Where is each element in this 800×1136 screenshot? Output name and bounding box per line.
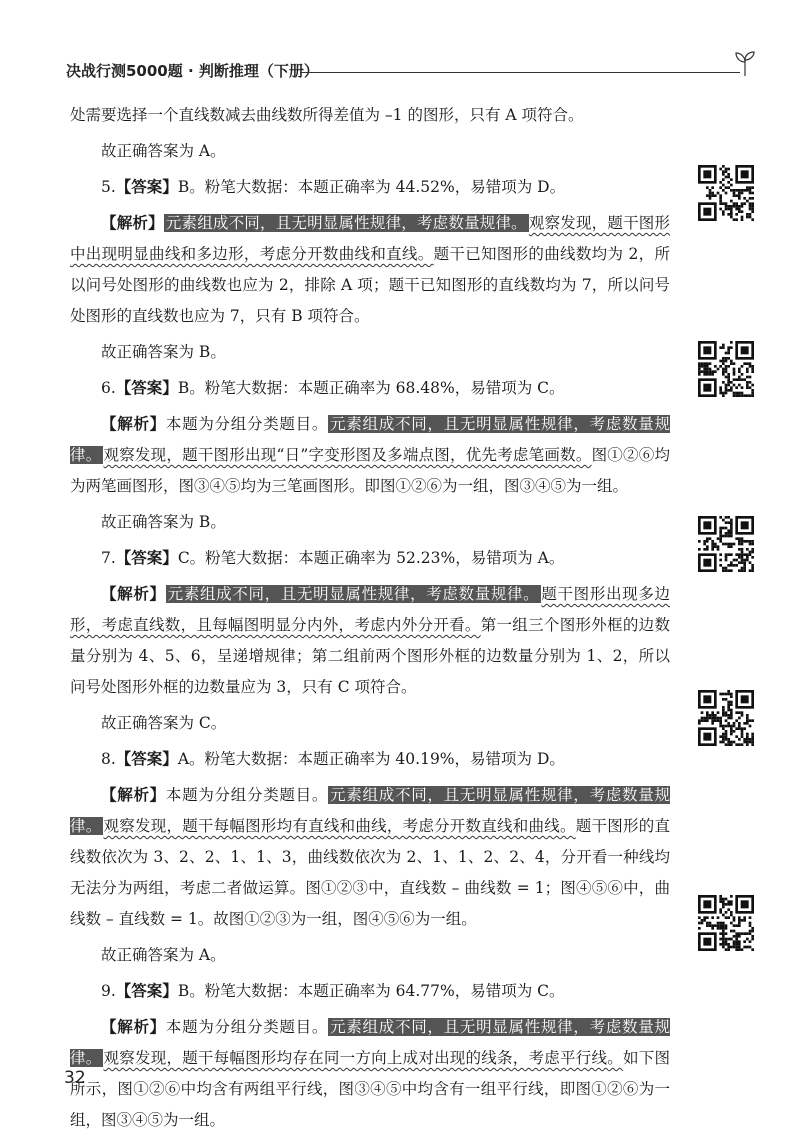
q7-rest: 第一组三个图形外框的边数量分别为 4、5、6，呈递增规律；第二组前两个图形外框的边数量分别为 1、2，所以问号处图形外框的边数量应为 3，只有 C 项符合。	[70, 616, 670, 696]
q5-analysis-tag: 【解析】	[101, 214, 164, 232]
intro-line: 处需要选择一个直线数减去曲线数所得差值为 –1 的图形，只有 A 项符合。	[70, 106, 584, 124]
q8-highlight: 元素组成不同，且无明显属性规律，考虑数量规律。	[70, 786, 670, 835]
q5-wavy: 观察发现，题干图形中出现明显曲线和多边形，考虑分开数曲线和直线。	[70, 214, 670, 263]
q6-pre: 本题为分组分类题目。	[165, 415, 329, 433]
q8-answer	[70, 744, 670, 775]
q6-highlight: 元素组成不同，且无明显属性规律，考虑数量规律。	[70, 415, 670, 464]
q7-number: 7.	[101, 549, 116, 567]
q9-analysis-tag: 【解析】	[101, 1018, 166, 1036]
q6-conclusion: 故正确答案为 B。	[101, 513, 226, 531]
q6-analysis	[70, 409, 670, 502]
q6-answer	[70, 373, 670, 404]
page-number: 32	[64, 1068, 86, 1088]
q8-answer-text: A。粉笔大数据：本题正确率为 40.19%，易错项为 D。	[177, 750, 565, 768]
q7-analysis	[70, 579, 670, 703]
q9-number: 9.	[101, 982, 116, 1000]
q9-rest: 如下图所示，图①②⑥中均含有两组平行线，图③④⑤中均含有一组平行线，即图①②⑥为一组，图③④⑤为一组。	[70, 1049, 670, 1129]
q7-conclusion: 故正确答案为 C。	[101, 714, 227, 732]
q8-wavy: 观察发现，题干每幅图形均有直线和曲线，考虑分开数直线和曲线。	[103, 817, 576, 835]
q9-pre: 本题为分组分类题目。	[165, 1018, 329, 1036]
q9-qr-code-icon[interactable]	[698, 895, 754, 951]
header-title: 决战行测5000题 · 判断推理（下册）	[66, 62, 319, 80]
q8-pre: 本题为分组分类题目。	[165, 786, 329, 804]
q7-answer	[70, 543, 670, 574]
q6-answer-tag: 【答案】	[115, 379, 178, 397]
q5-rest: 题干已知图形的曲线数均为 2，所以问号处图形的曲线数也应为 2，排除 A 项；题干已知图形的直线数均为 7，所以问号处图形的直线数也应为 7，只有 B 项符合。	[70, 245, 670, 325]
q7-highlight: 元素组成不同，且无明显属性规律，考虑数量规律。	[167, 585, 540, 603]
q5-answer-text: B。粉笔大数据：本题正确率为 44.52%，易错项为 D。	[177, 178, 566, 196]
q5-answer	[70, 172, 670, 203]
sprout-icon	[730, 48, 760, 78]
running-header	[66, 56, 756, 90]
q5-answer-tag: 【答案】	[115, 178, 178, 196]
q5-conclusion: 故正确答案为 B。	[101, 343, 226, 361]
q8-analysis-tag: 【解析】	[101, 786, 166, 804]
q7-analysis-tag: 【解析】	[101, 585, 166, 603]
q6-rest: 图①②⑥均为两笔画图形，图③④⑤均为三笔画图形。即图①②⑥为一组，图③④⑤为一组。	[70, 446, 670, 495]
q5-analysis	[70, 208, 670, 332]
q9-analysis	[70, 1012, 670, 1136]
q8-analysis	[70, 780, 670, 935]
header-rule	[300, 72, 740, 73]
q8-qr-code-icon[interactable]	[698, 690, 754, 746]
q9-answer	[70, 976, 670, 1007]
q9-highlight: 元素组成不同，且无明显属性规律，考虑数量规律。	[70, 1018, 670, 1067]
q6-number: 6.	[101, 379, 116, 397]
q7-wavy: 题干图形出现多边形，考虑直线数，且每幅图明显分内外，考虑内外分开看。	[70, 585, 670, 634]
q7-qr-code-icon[interactable]	[698, 516, 754, 572]
q9-answer-text: B。粉笔大数据：本题正确率为 64.77%，易错项为 C。	[177, 982, 565, 1000]
q5-highlight: 元素组成不同，且无明显属性规律，考虑数量规律。	[165, 214, 527, 232]
page-content	[70, 100, 670, 1136]
q8-number: 8.	[101, 750, 116, 768]
q6-wavy: 观察发现，题干图形出现“日”字变形图及多端点图，优先考虑笔画数。	[103, 446, 592, 464]
q8-rest: 题干图形的直线数依次为 3、2、2、1、1、3，曲线数依次为 2、1、1、2、2、4，分开看一种线均无法分为两组，考虑二者做运算。图①②③中，直线数 – 曲线数 = 1；图④⑤⑥中，曲线数 – 直线数 = 1。故图①②③为一组，图④⑤⑥为一组。	[70, 817, 670, 928]
q7-answer-text: C。粉笔大数据：本题正确率为 52.23%，易错项为 A。	[177, 549, 565, 567]
q5-number: 5.	[101, 178, 116, 196]
q6-analysis-tag: 【解析】	[101, 415, 166, 433]
q6-answer-text: B。粉笔大数据：本题正确率为 68.48%，易错项为 C。	[177, 379, 565, 397]
q6-qr-code-icon[interactable]	[698, 341, 754, 397]
intro-conclusion: 故正确答案为 A。	[101, 142, 226, 160]
q9-answer-tag: 【答案】	[115, 982, 178, 1000]
q8-conclusion: 故正确答案为 A。	[101, 946, 226, 964]
q5-qr-code-icon[interactable]	[698, 165, 754, 221]
q7-answer-tag: 【答案】	[115, 549, 178, 567]
q8-answer-tag: 【答案】	[115, 750, 178, 768]
q9-wavy: 观察发现，题干每幅图形均存在同一方向上成对出现的线条，考虑平行线。	[103, 1049, 623, 1067]
